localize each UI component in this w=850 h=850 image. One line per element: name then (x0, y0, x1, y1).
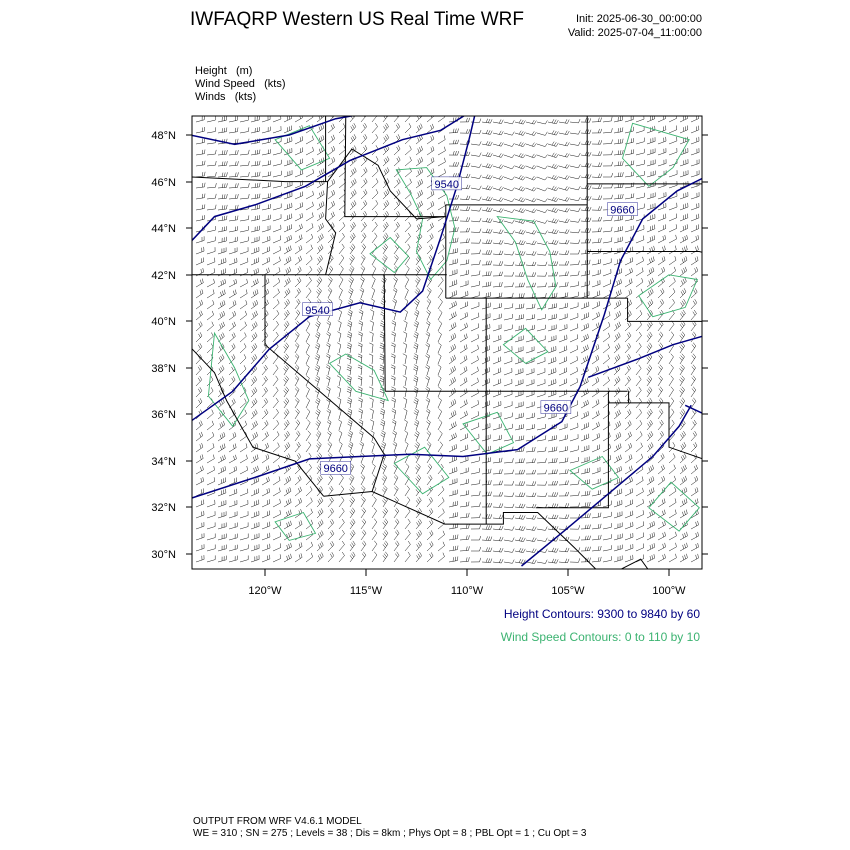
height-contour (190, 112, 376, 145)
contour-label: 9660 (323, 463, 348, 476)
lat-label: 48°N (151, 130, 176, 142)
contour-label: 9660 (543, 402, 569, 415)
lon-label: 120°W (248, 585, 282, 597)
legend-wind-contours: Wind Speed Contours: 0 to 110 by 10 (500, 630, 700, 644)
lat-label: 44°N (151, 223, 176, 235)
contour-label: 9540 (434, 178, 460, 191)
field-windspeed-label: Wind Speed (kts) (195, 78, 286, 90)
lat-label: 30°N (151, 549, 176, 561)
wind-speed-contour (623, 123, 690, 186)
field-height-label: Height (m) (195, 65, 253, 77)
lon-label: 110°W (450, 585, 484, 597)
lat-label: 42°N (151, 270, 176, 282)
lat-label: 36°N (151, 409, 176, 421)
state-border (726, 112, 742, 263)
footer-config: WE = 310 ; SN = 275 ; Levels = 38 ; Dis = 8km ; Phys Opt = 8 ; PBL Opt = 1 ; Cu Opt = 3 (193, 828, 587, 839)
wind-speed-contour (330, 354, 389, 401)
lon-label: 105°W (551, 585, 585, 597)
lat-label: 40°N (151, 316, 176, 328)
state-borders (170, 112, 780, 613)
contour-label: 9660 (610, 204, 635, 217)
contour-label: 9540 (305, 304, 330, 317)
wind-speed-contour (370, 238, 408, 273)
init-time: Init: 2025-06-30_00:00:00 (576, 13, 702, 25)
lat-label: 46°N (151, 177, 176, 189)
lat-label: 34°N (151, 456, 176, 468)
height-contour (588, 335, 705, 377)
footer-model: OUTPUT FROM WRF V4.6.1 MODEL (193, 816, 362, 827)
legend-height-contours: Height Contours: 9300 to 9840 by 60 (503, 607, 700, 621)
lon-label: 100°W (652, 585, 686, 597)
field-winds-label: Winds (kts) (195, 91, 257, 103)
lon-label: 115°W (349, 585, 383, 597)
wind-speed-contour (639, 275, 698, 317)
height-contour (190, 114, 475, 422)
height-contour (190, 177, 705, 499)
state-border (345, 112, 446, 217)
state-border (587, 252, 742, 264)
valid-time: Valid: 2025-07-04_11:00:00 (567, 27, 702, 39)
lat-label: 32°N (151, 502, 176, 514)
state-border (190, 177, 335, 275)
page-title: IWFAQRP Western US Real Time WRF (190, 9, 524, 30)
lat-label: 38°N (151, 363, 176, 375)
height-contour (522, 402, 692, 566)
wind-speed-contour (503, 328, 547, 363)
